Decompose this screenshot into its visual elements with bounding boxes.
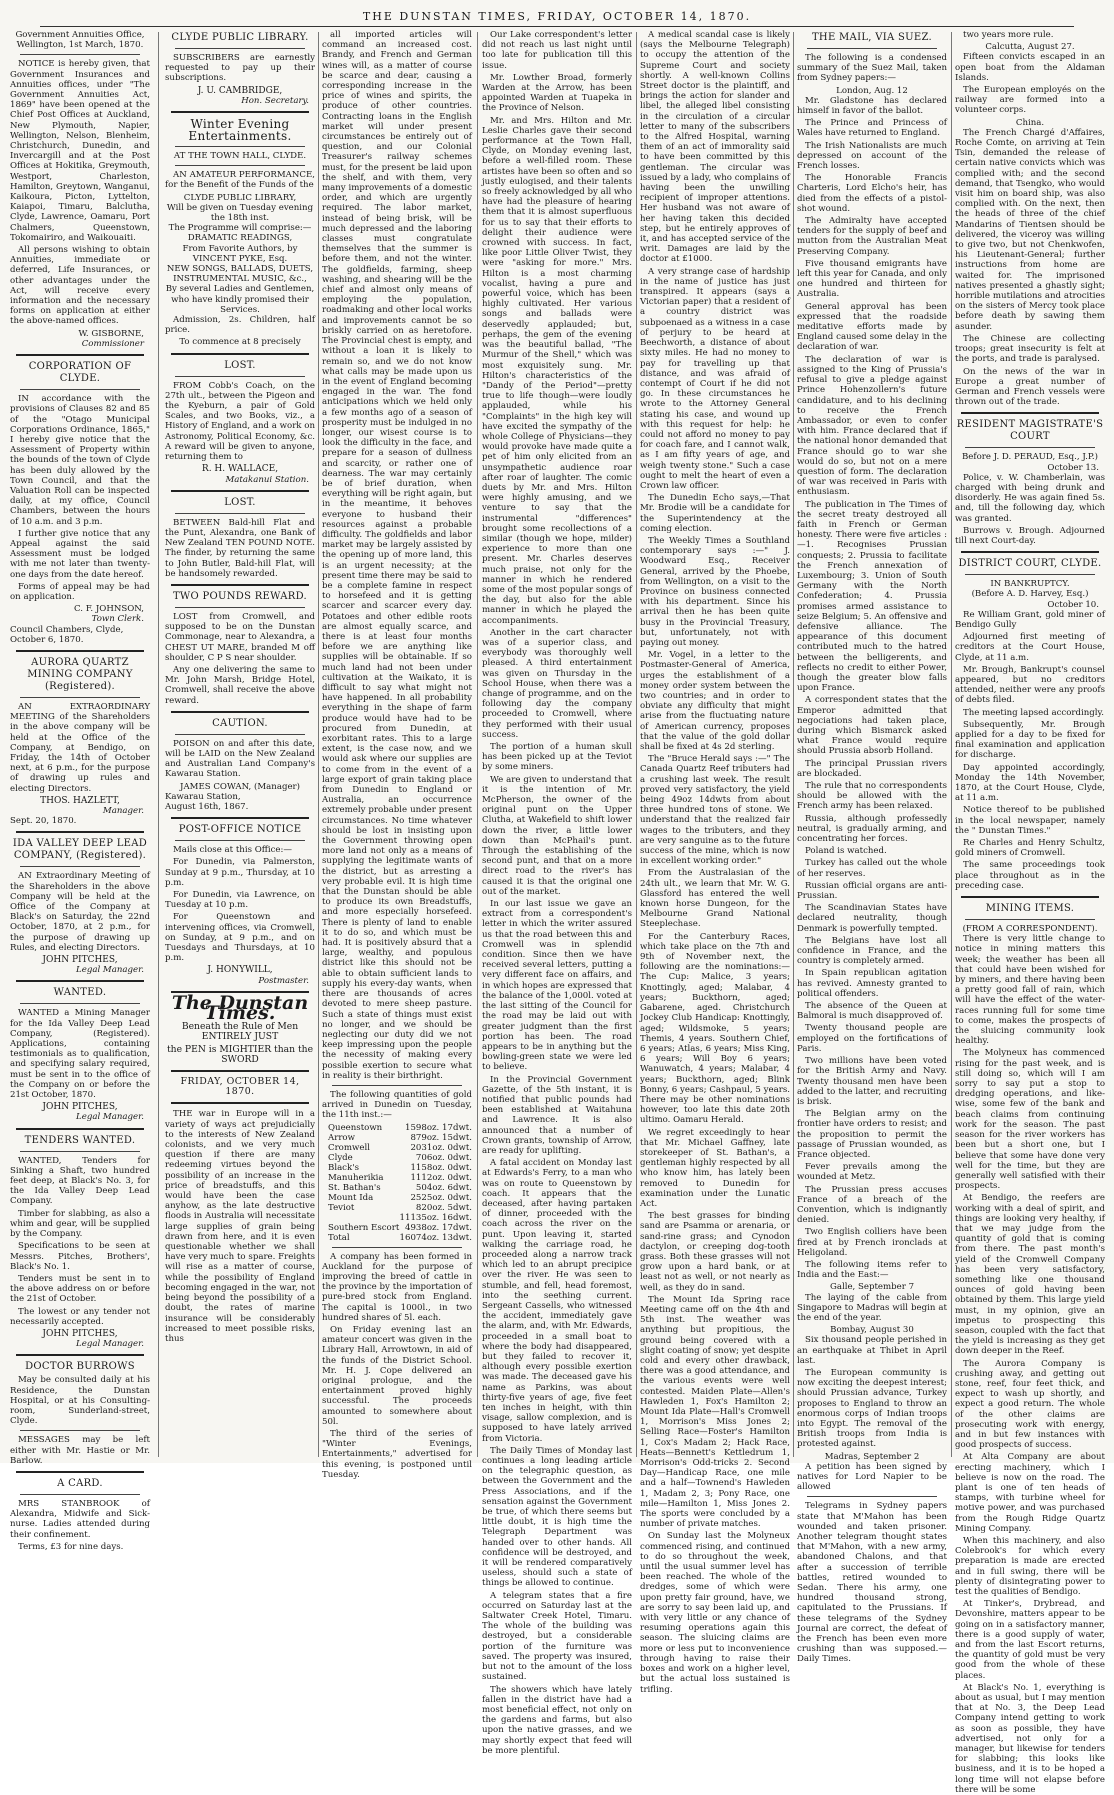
caution-notice [165, 718, 315, 812]
news-item: Telegrams in Sydney papers state that M'Mahon has been wounded and taken prisoner. Another telegram thought states that M'Mahon, with a new army, abandoned Chalons, and that after a succession of terrible battles, retired wounded to Sedan. There his army, one hundred thousand strong, capitulated to the Prussians. If these telegrams of the Sydney Journal are correct, the defeat of the French has been even more crushing than was supposed.—Daily Times. [797, 1501, 947, 1665]
court-before: Before J. D. PERAUD, Esq., J.P.) [961, 452, 1098, 463]
notice-body: AN EXTRAORDINARY MEETING of the Shareholders in the above company will be held at the Office of the Company, at Bendigo, on Friday, the 14th of October next, at 6 p.m., for the purpose of drawing up rules and electing Directors. [10, 701, 150, 794]
notice-body: AN AMATEUR PERFORMANCE, for the Benefit of the Funds of the [165, 170, 315, 191]
court-date: October 13. [1047, 462, 1099, 473]
gold-escort-label: Southern Escort [328, 1222, 400, 1233]
divider [20, 1430, 140, 1431]
divider [175, 376, 305, 377]
signature-title: Manager. [102, 806, 144, 816]
news-item: At Bendigo, the reefers are working with a deal of spirit, and things are looking very healthy, if that we may judge from the quantity of gold that is coming from there. The past month's yield of the Cromwell Company has been very satisfactory, something like one thousand ounces of gold having been obtained by them. This large yield must, in my opinion, give an impetus to prospecting this season, coupled with the fact that the yield is increasing as they get down deeper in the Reef. [955, 1193, 1105, 1357]
divider [171, 817, 309, 819]
signature: JOHN PITCHES, [42, 1328, 118, 1339]
signature: THOS. HAZLETT, [40, 795, 120, 806]
news-item: A fatal accident on Monday last at Edwards's Ferry, to a man who was on route to Queenstown by coach. It appears that the deceased, after having partaken of dinner, proceeded with the coach across the river on the punt. Upon leaving it, started walking the carriage road, he proceeded along a narrow track which led to an abrupt precipice over the river. He was seen to stumble, and fell, head foremost, into the seething current. Sergeant Cassells, who witnessed the accident, immediately gave the alarm, and, with Mr. Edwards, proceeded in a small boat to where the body had disappeared, but they failed to recover it, although every possible exertion was made. The deceased gave his name as Parkins, was about thirty-five years of age, five feet ten inches in height, with thin visage, sallow complexion, and is supposed to have lately arrived from Victoria. [482, 1158, 632, 1444]
court-date: October 10. [1047, 599, 1099, 610]
news-item: The Belgian army on the frontier have orders to resist; and the proposition to permit the passage of Prussian wounded, as France objected. [797, 1109, 947, 1160]
gold-row [322, 1183, 472, 1193]
gold-amount: 2031oz. 0dwt. [410, 1142, 472, 1153]
divider [961, 896, 1099, 898]
running-header [40, 4, 1074, 27]
column-divider [318, 32, 319, 1457]
divider [175, 165, 305, 166]
notice-heading: CLYDE PUBLIC LIBRARY. [171, 32, 309, 43]
card-notice [10, 1478, 150, 1552]
notice-place: Council Chambers, Clyde, [10, 624, 124, 635]
news-item: The following items refer to India and the East:— [797, 1259, 947, 1281]
news-item: Twenty thousand people are employed on the fortifications of Paris. [797, 1023, 947, 1054]
divider [171, 490, 309, 492]
gold-place: St. Bathan's [328, 1182, 381, 1193]
dateline: London, Aug. 12 [836, 85, 908, 96]
news-item: Mr. Vogel, in a letter to the Postmaster-General of America, urges the establishment of a money order system between the two countries; and in order to obviate any difficulty that might arise from the fluctuating nature of American currency, proposes that the value of the gold dollar shall be fixed at 4s 2d sterling. [640, 650, 790, 753]
burrows-notice [10, 1361, 150, 1466]
venue: AT THE TOWN HALL, CLYDE. [173, 151, 307, 162]
gold-table [322, 1123, 472, 1243]
running-header-text: THE DUNSTAN TIMES, FRIDAY, OCTOBER 14, 1870. [362, 10, 752, 23]
notice-heading: CAUTION. [212, 717, 268, 729]
notice-date: Sept. 20, 1870. [10, 816, 77, 827]
performance-date: Will be given on Tuesday evening the 18th inst. [166, 202, 314, 224]
gold-place: Queenstown [328, 1122, 383, 1133]
court-before: (Before A. D. Harvey, Esq.) [971, 589, 1089, 600]
divider [16, 1471, 144, 1473]
signature: J. U. CAMBRIDGE, [197, 85, 283, 96]
notice-body: All persons wishing to obtain Annuities, immediate or deferred, Life Insurances, or other advantages under the Act, will receive every information and the necessary forms on application at either the above-named offices. [10, 245, 150, 327]
mail-line: For Dunedin, via Palmerston, Sunday at 9 p.m., Thursday, at 10 p.m. [165, 857, 315, 888]
notice-body: NOTICE is hereby given, that Government Insurances and Annuities offices, under "The Government Annuities Act, 1869" have been opened at the Chief Post Offices at Auckland, New Plymouth, Napier, Wellington, Nelson, Blenheim, Christchurch, Dunedin, and Invercargill and at the Post Offices at Hokitika, Greymouth, Westport, Charleston, Hamilton, Greytown, Wanganui, Kaikoura, Picton, Lyttelton, Kaiapoi, Timaru, Balclutha, Clyde, Lawrence, Oamaru, Port Chalmers, Queenstown, Tokomairiro, and Waikouaiti. [10, 59, 150, 243]
gold-place: Black's [328, 1162, 359, 1173]
mail-line: For Queenstown and intervening offices, via Cromwell, on Sunday, at 9 p.m., and on Tuesdays and Thursdays, at 10 p.m. [165, 912, 315, 964]
dateline: China. [1015, 117, 1045, 128]
gold-row [322, 1153, 472, 1163]
motto-line: the PEN is MIGHTIER than the SWORD [166, 1043, 314, 1065]
gold-amount: 2525oz. 0dwt. [410, 1192, 472, 1203]
signature: C. F. JOHNSON, [74, 604, 144, 615]
notice-heading: CORPORATION OF CLYDE. [28, 361, 132, 385]
mail-line: For Dunedin, via Lawrence, on Tuesday at 10 p.m. [165, 889, 315, 911]
divider [332, 1247, 462, 1248]
divider [965, 919, 1095, 920]
notice-body: WANTED a Mining Manager for the Ida Valley Deep Lead Company, (Registered). Applications, containing testimonials as to qualification, and specifying salary required, must be sent in to the office of the Company on or before the 21st October, 1870. [10, 1008, 150, 1101]
notice-body: AN Extraordinary Meeting of the Shareholders in the above Company will be held at the Office of the Company at Black's on Saturday, the 22nd October, 1870, at 2 p.m., for the purpose of drawing up Rules, and electing Directors. [10, 871, 150, 953]
gold-row [322, 1173, 472, 1183]
news-item: The following is a condensed summary of the Suez Mail, taken from Sydney papers:— [797, 53, 947, 84]
news-item: The laying of the cable from Singapore to Madras will begin at the end of the year. [797, 1292, 947, 1323]
aurora-notice [10, 657, 150, 826]
notice-body: WANTED, Tenders for Sinking a Shaft, two hundred feet deep, at Black's No. 3, for the Ida Valley Deep Lead Company. [10, 1155, 150, 1207]
editorial-text: all imported articles will command an increased cost. Brandy, and French and German wines will, as a matter of course be scarce and dear, causing a corresponding increase in the price of wines and spirits, the produce of other countries. Contracting loans in the English market will under present circumstances be entirely out of question, and our Colonial Treasurer's railway schemes must, for the present be laid upon the shelf, and with them, very many improvements of a domestic order, and which are urgently required. The labor market, instead of being brisk, will be much depressed and the laboring classes must congratulate themselves that the summer is before them, and not the winter. The goldfields, farming, sheep washing, and shearing will be the chief and almost only means of employing the population, roadmaking and other local works and improvements cannot be so briskly carried on as heretofore. The Provincial chest is empty, and without a loan it is likely to remain so, and we do not know what calls may be made upon us in the event of England becoming engaged in the war. The fond anticipations which we held only a few months ago of a season of prosperity must be indulged in no longer, our wisest course is to look the difficulty in the face, and prepare for a season of dullness and scarcity, or rather one of dearness. The war may certainly be of brief duration, when everything will be right again, but in the meantime, it behoves everyone to husband their resources against a probable difficulty. The goldfields and labor market may be largely assisted by the opening up of more land, this is an urgent necessity; at the present time there may be said to be a complete famine in respect to horsefeed and it is getting scarcer and scarcer every day. Potatoes and other edible roots are almost equally scarce, and there is at least four months before we are anything like supplies will be obtainable. If so much land had not been under cultivation at the Waikato, it is difficult to say what might not have happened. In all probability everything in the shape of farm produce would have had to be procured from Dunedin, at exorbitant rates. This to a large extent, is the case now, and we would ask where our supplies are to come from in the event of a large export of grain taking place from Dunedin to England or Australia, an occurrence extremely probable under present circumstances. No time whatever should be lost in insisting upon the Government throwing open more land not only as a means of supplying the legitimate wants of the district, but as arresting a very probable evil. It is high time that the Dunstan should be able to produce its own Breadstuffs, and more especially horsefeed. There is plenty of land to enable it to do so, and which must be had. It is positively absurd that a large, wealthy, and populous district like this should not be able to obtain sufficient lands to supply his every-day wants, when there are thousands of acres devoted to mere sheep pasture. Such a state of things must exist no longer, and we should be neglecting our duty did we not keep impressing upon the people the necessity of making every possible exertion to secure what in reality is their birthright. [322, 30, 472, 1081]
notice-date: August 16th, 1867. [165, 801, 249, 812]
divider [171, 1070, 309, 1072]
divider [807, 1496, 937, 1497]
notice-body: LOST from Cromwell, and supposed to be on the Dunstan Commonage, near to Alexandra, a CHEST UT MARE, branded M off shoulder, C P S near shoulder. [165, 611, 315, 663]
gold-amount: 1158oz. 0dwt. [410, 1162, 472, 1173]
news-item: The Prince and Princess of Wales have returned to England. [797, 118, 947, 139]
news-item: The third of the series of "Winter Evenings, Entertainments," advertised for this evening, is postponed until Tuesday. [322, 1428, 472, 1480]
news-item: Five thousand emigrants have left this year for Canada, and only one hundred and thirteen for Australia. [797, 258, 947, 300]
signature-title: Legal Manager. [76, 1339, 144, 1350]
column-5 [640, 30, 790, 1695]
news-item: There is very little change to notice in mining matters this week; the weather has been all that could have been wished for by miners, and there having been a pretty good fall of rain, which will have the effect of the water-races running full for some time to come, makes the prospects of the sluicing community look healthy. [955, 934, 1105, 1047]
news-item: Russia, although professedly neutral, is gradually arming, and concentrating her forces. [797, 813, 947, 845]
signature: W. GISBORNE, [78, 328, 144, 339]
notice-heading: A CARD. [57, 1477, 103, 1489]
notice-heading: TWO POUNDS REWARD. [172, 590, 308, 602]
divider [171, 353, 309, 355]
column-1 [10, 30, 150, 1552]
notice-body: Any one delivering the same to Mr. John Marsh, Bridge Hotel, Cromwell, shall receive the above reward. [165, 664, 315, 706]
news-item: In our last issue we gave an extract from a correspondent's letter in which the writer assured us that the road between this and Cromwell was in splendid condition. Since then we have received several letters, putting a very different face on affairs, and in which hopes are expressed that the balance of the 1,000l. voted at the last sitting of the Council for the road may be laid out with greater judgment than the first portion has been. The road appears to be in anything but the bowling-green state we were led to believe. [482, 899, 632, 1073]
signature-title: Commissioner [81, 338, 144, 349]
court-item: Adjourned first meeting of creditors at the Court House, Clyde, at 11 a.m. [955, 632, 1105, 663]
column-2 [165, 30, 315, 1458]
section-heading: MINING ITEMS. [985, 903, 1075, 915]
news-item: At Alta Company are about erecting machinery, which I believe is now on the road. The plant is one of ten heads of stamps, with turbine wheel for motive power, and was purchased from the Rough Ridge Quartz Mining Company. [955, 1452, 1105, 1534]
notice-date: Wellington, 1st March, 1870. [16, 40, 144, 51]
news-item: On the news of the war in Europe a great number of German and French vessels were thrown out of the trade. [955, 366, 1105, 408]
column-6 [797, 30, 947, 1665]
news-item: The Prussian press accuses France of a breach of the Convention, which is indignantly denied. [797, 1184, 947, 1226]
signature-title: Town Clerk. [91, 614, 144, 625]
dateline: Calcutta, August 27. [985, 42, 1075, 53]
programme-item: NEW SONGS, BALLADS, DUETS, INSTRUMENTAL MUSIC, &c., [166, 264, 314, 285]
notice-body: Timber for slabbing, as also a whim and gear, will be supplied by the Company. [10, 1208, 150, 1240]
news-item: The European community is now exciting the deepest interest; should Prussian advance, Turkey proposes to England to throw an enormous corps of Indian troops into Egypt. The removal of the British troops from India is protested against. [797, 1367, 947, 1450]
notice-heading: POST-OFFICE NOTICE [178, 824, 302, 836]
notice-body: FROM Cobb's Coach, on the 27th ult., between the Pigeon and the Kyeburn, a pair of Gold Scales, and two Books, viz., a History of England, and a work on Astronomy, Political Economy, &c. A reward will be given to anyone, returning them to [165, 380, 315, 463]
divider [171, 1102, 309, 1104]
notice-body: IN accordance with the provisions of Clauses 82 and 85 of the "Otago Municipal Corporations Ordinance, 1865," I hereby give notice that the Assessment of Property within the bounds of the town of Clyde has been duly allowed by the Town Council, and that the Valuation Roll can be inspected daily, at my office, Council Chambers, between the hours of 10 a.m. and 3 p.m. [10, 394, 150, 527]
notice-body: POISON on and after this date, will be LAID on the New Zealand and Australian Land Company's Kawarau Station. [165, 738, 315, 780]
notice-body: May be consulted daily at his Residence, the Dunstan Hospital, or at his Consulting-room, Sunderland-street, Clyde. [10, 1375, 150, 1427]
dateline: Galle, September 7 [829, 1282, 915, 1293]
notice-body: SUBSCRIBERS are earnestly requested to pay up their subscriptions. [165, 53, 315, 84]
gold-amount: 879oz. 15dwt. [410, 1132, 472, 1143]
news-item: Fever prevails among the wounded at Metz. [797, 1162, 947, 1183]
gold-place: Arrow [328, 1132, 355, 1143]
gold-subtotal-row [322, 1213, 472, 1223]
signature: R. H. WALLACE, [201, 464, 279, 475]
start-time: To commence at 8 precisely [179, 337, 301, 348]
gold-place: Clyde [328, 1152, 353, 1163]
gold-place: Cromwell [328, 1142, 370, 1153]
programme-label: The Programme will comprise:— [168, 223, 312, 234]
news-item: General approval has been expressed that the roadside meditative efforts made by England caused some delay in the declaration of war. [797, 301, 947, 353]
reward-notice [165, 591, 315, 706]
gold-intro: The following quantities of gold arrived in Dunedin on Tuesday, the 11th inst.:— [322, 1089, 472, 1121]
signature-title: Postmaster. [258, 975, 309, 986]
library-notice [165, 32, 315, 106]
divider [175, 607, 305, 608]
entertainments-notice [165, 118, 315, 348]
news-item: The Weekly Times a Southland contemporary says :—" J. Woodward Esq., Receiver General, arrived by the Phoebe, from Wellington, on a visit to the Province on business connected with his department. Since his arrival then he has been quite busy in the Provincial Treasury, but, unfortunately, not with paying out money. [640, 535, 790, 648]
paper-nameplate: The Dunstan Times. [171, 991, 309, 1025]
court-item: Burrows v. Brough. Adjourned till next Court-day. [955, 525, 1105, 546]
court-item: The same proceedings took place throughout as in the preceding case. [955, 860, 1105, 891]
gold-place: Manuherikia [328, 1172, 384, 1183]
news-item: Our Lake correspondent's letter did not reach us last night until too late for publication till this issue. [482, 30, 632, 71]
news-item: Another in the cart character was of a superior class, and everybody was thoroughly well pleased. A third entertainment was given on Thursday in the School House, when there was a change of programme, and on the following day the company proceeded to Cromwell, where they performed with their usual success. [482, 627, 632, 740]
news-item: At Tinker's, Drybread, and Devonshire, matters appear to be going on in a satisfactory manner, there is a good supply of water, and from the last Escort returns, the quantity of gold must be very good from the whole of these places. [955, 1599, 1105, 1681]
gold-amount: 1598oz. 17dwt. [404, 1122, 472, 1133]
gold-escort-value: 4938oz. 17dwt. [404, 1222, 472, 1233]
programme-item: DRAMATIC READINGS, [187, 233, 293, 244]
dateline: Madras, September 2 [824, 1451, 920, 1462]
news-item: For the Canterbury Races, which take place on the 7th and 9th of November next, the following are the nominations:—The Cup: Malice, 3 years; Knottingly, aged; Malabar, 4 years; Buckthorn, aged; Gabarene, aged. Christchurch Jockey Club Handicap: Knottingly, aged; Wildsmoke, 5 years; Themis, 4 years. Southern Chief, 6 years; Atlas, 6 years; Miss King, 6 years; Will Boy 6 years; Wanuwatch, 4 years; Malabar, 4 years; Buckthorn, aged; Blink Bonny, 6 years; Cashpaul, 5 years. There may be other nominations however, too late this date 20th ultimo. Oamaru Herald. [640, 931, 790, 1126]
gold-row [322, 1133, 472, 1143]
gold-row [322, 1193, 472, 1203]
signature-title: Legal Manager. [76, 965, 144, 976]
news-item: The Molyneux has commenced rising for the past week, and is still doing so, which will I am sorry to say put a stop to dredging operations, and like-wise, some few of the bank and beach claims from continuing work for the season. The past season for the river workers has been but a short one, but I believe that some have done very well for the time, but they are generally well satisfied with their prospects. [955, 1048, 1105, 1192]
court-item: Notice thereof to be published in the local newspaper, namely the " Dunstan Times." [955, 805, 1105, 836]
signature-title: Legal Manager. [76, 1112, 144, 1123]
divider [175, 48, 305, 49]
section-heading: RESIDENT MAGISTRATE'S COURT [956, 419, 1104, 443]
divider [965, 447, 1095, 448]
news-item: Poland is watched. [805, 846, 887, 857]
divider [20, 1003, 140, 1004]
section-heading: THE MAIL, VIA SUEZ. [811, 32, 933, 43]
news-item: We are given to understand that it is the intention of Mr. McPherson, the owner of the original punt on the Upper Clutha, at Wakefield to shift lower down the river, a little lower down than McPhail's punt. Through the establishing of the second punt, and that on a more direct road to the river's has caused it is that the original one out of the market. [482, 774, 632, 897]
divider [20, 54, 140, 55]
news-item: The Admiralty have accepted tenders for the supply of beef and mutton from the Australian Meat Preserving Company. [797, 216, 947, 257]
court-item: Police, v. W. Chamberlain, was charged with being drunk and disorderly. He was again fined 5s. and, till the following day, which was granted. [955, 472, 1105, 524]
divider [16, 1354, 144, 1356]
admission: Admission, 2s. Children, half price. [165, 315, 315, 336]
signature: JAMES COWAN, (Manager) [180, 781, 300, 792]
divider [965, 574, 1095, 575]
news-item: The "Bruce Herald says :—" The Canada Quartz Reef tributers had a crushing last week. The result proved very satisfactory, the yield being 49oz 14dwts from about three hundred tons of stone. We understand that the realized fair wages to the tributers, and they are very sanguine as to the future success of the mine, which is now in excellent working order." [640, 754, 790, 867]
notice-heading: LOST. [224, 359, 256, 371]
news-item: The Chinese are collecting troops; great insecurity is felt at the ports, and trade is paralysed. [955, 333, 1105, 365]
wanted-notice [10, 987, 150, 1122]
tenders-notice [10, 1135, 150, 1350]
gold-row [322, 1123, 472, 1133]
column-3 [322, 30, 472, 1480]
news-item: The declaration of war is assigned to the King of Prussia's refusal to give a pledge against Prince Hohenzollern's future candidature, and to his declining to receive the French Ambassador, or even to confer with him. France declared that if the national honor demanded that France should go to war she would do so, but not on a mere question of form. The declaration of war was received in Paris with enthusiasm. [797, 354, 947, 498]
notice-body: Tenders must be sent in to the above address on or before the 21st of October. [10, 1273, 150, 1305]
gold-amount: 706oz. 0dwt. [415, 1152, 472, 1163]
notice-body: BETWEEN Bald-hill Flat and the Punt, Alexandra, one Bank of New Zealand TEN POUND NOTE. The finder, by returning the same to John Butler, Bald-hill Flat, will be handsomely rewarded. [165, 517, 315, 579]
annuities-notice [10, 30, 150, 349]
news-item: The best grasses for binding sand are Psamma or arenaria, or sand-rine grass; and Cynodon dactylon, or creeping dog-tooth grass. Both these grasses will not grow upon a hard bank, or at least not as well, or not nearly as well, as they do in sand. [640, 1211, 790, 1293]
gold-escort-row [322, 1223, 472, 1233]
beneficiary: CLYDE PUBLIC LIBRARY, [183, 192, 297, 203]
notice-heading: Government Annuities Office, [15, 30, 145, 40]
sub-heading: (FROM A CORRESPONDENT). [962, 924, 1098, 935]
news-item: The Aurora Company is crushing away, and getting out stone, reef, four feet thick, and expect to wash up shortly, and expect a good return. The whole of the other claims are prosecuting work with energy, and in but few instances with good prospects of success. [955, 1358, 1105, 1451]
lost-note-notice [165, 497, 315, 579]
programme-item: VINCENT PYKE, Esq. [192, 253, 288, 264]
column-divider [158, 32, 159, 1457]
divider [16, 1128, 144, 1130]
news-item: Mr. Lowther Broad, formerly Warden at the Arrow, has been appointed Warden at Tuapeka in the Province of Nelson. [482, 72, 632, 114]
divider [171, 711, 309, 713]
notice-date: October 6, 1870. [10, 634, 84, 645]
news-item: In Spain republican agitation has revived. Amnesty granted to political offenders. [797, 968, 947, 999]
news-item: A petition has been signed by natives for Lord Napier to be allowed [797, 1461, 947, 1493]
news-item: The Honorable Francis Charteris, Lord Elcho's heir, has died from the effects of a pistol-shot wound. [797, 173, 947, 214]
divider [20, 389, 140, 390]
news-item: A telegram states that a fire occurred on Saturday last at the Saltwater Creek Hotel, Timaru. The whole of the building was destroyed, but a considerable portion of the furniture was saved. The property was insured, but not to the amount of the loss sustained. [482, 1590, 632, 1683]
news-item: The Mount Ida Spring race Meeting came off on the 4th and 5th inst. The weather was anything but propitious, the ground being covered with a slight coating of snow; yet despite cold and every other drawback, there was a good attendance, and the various events were well contested. Maiden Plate—Allen's Hawleden 1, Fox's Hamilton 2; Mount Ida Plate—Hall's Cromwell 1, Morrison's Miss Jones 2; Selling Race—Foster's Hamilton 1, Cox's Madam 2; Hack Race, Heats—Bennett's Kettledrum 1, Morrison's Odd-tricks 2. Second Day—Handicap Race, one mile and a half—Townend's Hawleden 1, Madam 2, 3; Pony Race, one mile—Hamilton 1, Miss Jones 2. The sports were concluded by a number of private matches. [640, 1294, 790, 1530]
news-item: Fifteen convicts escaped in an open boat from the Aldaman Islands. [955, 52, 1105, 83]
sub-heading: IN BANKRUPTCY. [990, 579, 1070, 590]
news-item: On Sunday last the Molyneux commenced rising, and continued to do so throughout the week, until the usual summer level has been reached. The whole of the dredges, some of which were upon pretty fair ground, have, we are sorry to say been laid up, and with very little or any chance of resuming operations again this season. The sluicing claims are more or less put to inconvenience through having to raise their boxes and work on a higher level, but the actual loss sustained is trifling. [640, 1531, 790, 1695]
notice-heading: DOCTOR BURROWS [25, 1361, 135, 1373]
divider [175, 513, 305, 514]
signature: J. HONYWILL, [207, 965, 273, 976]
ida-valley-notice [10, 838, 150, 975]
editorial-text: THE war in Europe will in a variety of ways act prejudicially to the interests of New Zealand colonists, and we very much question if there are many redeeming virtues beyond the possibility of an increase in the price of breadstuffs, and this would have been the case anyhow, as the late destructive floods in Australia will necessitate large supplies of grain being drawn from here, and it is even questionable whether we shall have very much to spare. Freights will rise as a matter of course, while the possibility of England becoming engaged in the war, not being beyond the possibility of a doubt, the rates of marine insurance will be considerably increased to meet possible risks, thus [165, 1109, 315, 1344]
gold-total-row [322, 1233, 472, 1243]
mail-line: Mails close at this Office:— [173, 845, 292, 856]
signature: JOHN PITCHES, [42, 955, 118, 966]
notice-heading: IDA VALLEY DEEP LEAD COMPANY, (Registered). [12, 838, 148, 862]
news-item: The showers which have lately fallen in the district have had a most beneficial effect, not only on the gardens and farms, but also upon the native grasses, and we may shortly expect that feed will be more plentiful. [482, 1684, 632, 1756]
divider [171, 584, 309, 586]
divider [175, 146, 305, 147]
news-item: Two millions have been voted for the British Army and Navy. Twenty thousand men have been added to the latter, and recruiting is brisk. [797, 1056, 947, 1107]
news-item: The Scandinavian States have declared neutrality, though Denmark is powerfully tempted. [797, 903, 947, 934]
notice-body: Specifications to be seen at Messrs. Pitches, Brothers', Black's No. 1. [10, 1241, 150, 1272]
news-item: On Friday evening last an amateur concert was given in the Library Hall, Arrowtown, in aid of the funds of the District School. Mr. H. J. Cope delivered an original prologue, and the entertainment proved highly successful. The proceeds amounted to somewhere about 50l. [322, 1324, 472, 1427]
notice-body: Forms of appeal may be had on application. [10, 581, 150, 602]
news-item: Six thousand people perished in an earthquake at Thibet in April last. [797, 1335, 947, 1366]
programme-item: From Favorite Authors, by [182, 243, 298, 254]
news-item: In the Provincial Government Gazette, of the 5th instant, it is notified that public pounds had been established at Waitahuna and Lawrence. It is also announced that a number of Crown grants, township of Arrow, are ready for uplifting. [482, 1074, 632, 1156]
news-item: two years more rule. [963, 30, 1054, 40]
news-item: The Belgians have lost all confidence in France, and the country is completely armed. [797, 935, 947, 967]
news-item: The Irish Nationalists are much depressed on account of the French losses. [797, 140, 947, 172]
divider [961, 412, 1099, 414]
divider [961, 551, 1099, 553]
gold-amount: 1112oz. 0dwt. [410, 1172, 472, 1183]
news-item: At Black's No. 1, everything is about as usual, but I may mention that at No. 3, the Deep Lead Company intend getting to work as soon as possible, they have advertised, not only for a manager, but likewise for tenders for slabbing; this looks like business, and it is to be hoped a long time will not elapse before there will be some [955, 1682, 1105, 1795]
gold-amount: 820oz. 5dwt. [415, 1202, 472, 1213]
court-item: Re William Grant, gold miner of Bendigo Gully [955, 609, 1105, 630]
court-item: Mr. Brough, Bankrupt's counsel appeared, but no creditors attended, neither were any proofs of debts filed. [955, 664, 1105, 706]
notice-heading: WANTED. [53, 987, 107, 999]
news-item: The Daily Times of Monday last continues a long leading article on the telegraphic question, as between the Government and the Press Associations, and if the sensation against the Government be true, of which there seems but little doubt, it is high time the Telegraph Department was handed over to other hands. All confidence will be destroyed, and it will be rendered comparatively useless, should such a state of things be allowed to continue. [482, 1445, 632, 1589]
court-item: The meeting lapsed accordingly. [963, 707, 1104, 718]
programme-item: By several Ladies and Gentlemen, who have kindly promised their Services. [165, 284, 315, 315]
news-item: The portion of a human skull has been picked up at the Teviot by some miners. [482, 742, 632, 773]
column-divider [636, 32, 637, 1457]
news-item: A correspondent states that the Emperor admitted that negociations had taken place, during which Bismarck asked what France would require should Prussia absorb Holland. [797, 695, 947, 757]
post-office-notice [165, 824, 315, 986]
notice-body: Terms, £3 for nine days. [18, 1541, 124, 1552]
gold-row [322, 1203, 472, 1213]
signature-title: Hon. Secretary. [241, 95, 309, 106]
news-item: The rule that no correspondents should be allowed with the French army has been relaxed. [797, 781, 947, 812]
gold-amount: 504oz. 6dwt. [415, 1182, 472, 1193]
divider [175, 734, 305, 735]
court-item: Subsequently, Mr. Brough applied for a day to be fixed for final examination and application for discharge. [955, 719, 1105, 761]
divider [20, 866, 140, 867]
corporation-notice [10, 361, 150, 645]
news-item: Mr. Gladstone has declared himself in favor of the ballot. [797, 95, 947, 117]
notice-body: I further give notice that any Appeal against the said Assessment must be lodged with me not later than twenty-one days from the date hereof. [10, 528, 150, 580]
divider [20, 1151, 140, 1152]
divider [16, 354, 144, 356]
column-4 [482, 30, 632, 1756]
gold-total-label: Total [328, 1232, 350, 1243]
divider [20, 1494, 140, 1495]
news-item: The Dunedin Echo says,—That Mr. Brodie will be a candidate for the Superintendency at the coming election. [640, 493, 790, 534]
section-heading: DISTRICT COURT, CLYDE. [958, 558, 1102, 570]
divider [16, 650, 144, 652]
news-item: Mr. and Mrs. Hilton and Mr. Leslie Charles gave their second performance at the Town Hall, Clyde, on Monday evening last, before a well-filled room. These artistes have been so often and so justly eulogised, and their talents so freely acknowledged by all who have had the pleasure of hearing them that it is almost superfluous for us to say that their efforts to delight their audience were crowned with success. In fact, like poor Little Oliver Twist, they were "asking for more." Mrs. Hilton is a most charming vocalist, having a pure and powerful voice, which has been highly cultivated. Her various songs and ballads were deservedly applauded; but, perhaps, the gem of the evening was the beautiful ballad, "The Murmur of the Shell," which was most exquisitely sung. Mr. Hilton's characteristics of the "Dandy of the Period"—pretty true to life though—were loudly applauded, while his "Complaints" in the high key will have excited the sympathy of the whole College of Physicians—they would provoke have made quite a pet of him only elicited from an unsympathetic audience roar after roar of laughter. The comic duets by Mr. and Mrs. Hilton were highly amusing, and we venture to say that the instrumental "differences" brought some recollections of a similar (though we hope, milder) experience to more than one present. Mr. Charles deserves much praise, not only for the manner in which he rendered some of the most popular songs of the day, but also for the able manner in which he played the accompaniments. [482, 115, 632, 626]
notice-heading: LOST. [224, 496, 256, 508]
gold-subtotal: 11135oz. 16dwt. [399, 1212, 472, 1223]
notice-body: The lowest or any tender not necessarily accepted. [10, 1306, 150, 1327]
divider [20, 697, 140, 698]
divider [16, 980, 144, 982]
signature: JOHN PITCHES, [42, 1102, 118, 1113]
notice-heading: AURORA QUARTZ MINING COMPANY (Registered). [27, 656, 133, 692]
notice-body: MRS STANBROOK of Alexandra, Midwife and Sick-nurse. Ladies attended during their confinement. [10, 1498, 150, 1540]
news-item: When this machinery, and also Colebrook's for which every preparation is made are erected and in full swing, there will be plenty of disintegrating power to test the qualities of Bendigo. [955, 1536, 1105, 1598]
issue-dateline: FRIDAY, OCTOBER 14, 1870. [180, 1076, 300, 1098]
column-divider [793, 32, 794, 1457]
lost-notice [165, 360, 315, 485]
news-item: We regret exceedingly to hear that Mr. Michael Gaffney, late storekeeper of St. Bathan's, a gentleman highly respected by all who know him, has lately been removed to Dunedin for examination under the Lunatic Act. [640, 1127, 790, 1209]
court-item: Re Charles and Henry Schultz, gold miners of Cromwell. [955, 838, 1105, 859]
gold-row [322, 1163, 472, 1173]
notice-place: Kawarau Station, [165, 791, 241, 802]
news-item: The European employés on the railway are formed into a volunteer corps. [955, 85, 1105, 116]
divider [16, 831, 144, 833]
news-item: The principal Prussian rivers are blockaded. [797, 758, 947, 779]
news-item: Russian official organs are anti-Prussian. [797, 880, 947, 902]
news-item: From the Australasian of the 24th ult., we learn that Mr. W. G. Glassford has entered the well known horse Dungeon, for the Melbourne Grand National Steeplechase. [640, 868, 790, 930]
dateline: Bombay, August 30 [830, 1325, 914, 1336]
gold-row [322, 1143, 472, 1153]
divider [332, 1085, 462, 1086]
news-item: The absence of the Queen at Balmoral is much disapproved of. [797, 1001, 947, 1022]
divider [175, 840, 305, 841]
column-divider [951, 32, 952, 1457]
court-item: Day appointed accordingly, Monday the 14th November, 1870, at the Court House, Clyde, at 11 a.m. [955, 762, 1105, 804]
news-item: A company has been formed in Auckland for the purpose of improving the breed of cattle in the province by the importation of pure-bred stock from England. The capital is 1000l., in two hundred shares of 5l. each. [322, 1251, 472, 1323]
paper-title-block [165, 991, 315, 1105]
notice-body: MESSAGES may be left either with Mr. Hastie or Mr. Barlow. [10, 1435, 150, 1466]
news-item: Two English colliers have been fired at by French ironclads at Heligoland. [797, 1227, 947, 1258]
notice-heading: TENDERS WANTED. [24, 1134, 136, 1146]
news-item: Turkey has called out the whole of her reserves. [797, 858, 947, 879]
news-item: The publication in The Times of the secret treaty destroyed all faith in French or German honesty. There were five articles :—1. Recognises Prussian conquests; 2. Prussia to facilitate the French annexation of Luxembourg; 3. Union of South Germany with the North Confederation; 4. Prussia promises armed assistance to seize Belgium; 5. An offensive and defensive alliance. The appearance of this document contributed much to the hatred between the belligerents, and reflects no credit to either Power, though the greater blow falls upon France. [797, 499, 947, 694]
column-7 [955, 30, 1105, 1795]
news-item: A medical scandal case is likely (says the Melbourne Telegraph) to occupy the attention of the Supreme Court and society shortly. A well-known Collins Street doctor is the plaintiff, and brings the action for slander and libel, the alleged libel consisting in the circulation of a circular letter to many of the subscribers to the Alfred Hospital, warning them of an act of immorality said to have been committed by this gentleman. The circular was issued by a lady, who complains of having been the unwilling recipient of improper attentions. Her husband was not aware of her having taken this decided step, but he entirely approves of it, and has accepted service of the writ. Damages are laid by the doctor at £1000. [640, 30, 790, 265]
signature-title: Matakanui Station. [225, 474, 309, 485]
gold-place: Mount Ida [328, 1192, 374, 1203]
notice-heading: Winter Evening Entertainments. [188, 117, 292, 144]
gold-total-value: 16074oz. 13dwt. [399, 1232, 472, 1243]
news-item: The French Chargé d'Affaires, Roche Comte, on arriving at Tein Tsin, demanded the release of certain native convicts which was complied with; and the second demand, that Tsengko, who would visit him on board ship, was also complied with. On the next, then the heads of three of the chief Mandarins of Tientsen should be delivered, the viceroy was willing to give two, but not Chenkwofen, his Lieutenant-General; further instructions from home are waited for. The imprisoned natives presented a ghastly sight; horrible mutilations and atrocities on the sisters of Mercy took place before death by sawing them asunder. [955, 127, 1105, 332]
gold-place: Teviot [328, 1202, 355, 1213]
divider [807, 48, 937, 49]
column-divider [477, 32, 478, 1457]
news-item: A very strange case of hardship in the name of justice has just transpired. It appears (says a Victorian paper) that a resident of a country district was subpoenaed as a witness in a case of perjury to be heard at Beechworth, a distance of about sixty miles. He had no money to pay for travelling up that distance, and was afraid of contempt of Court if he did not go. In these circumstances he wrote to the Attorney General stating his case, and wound up with this request for help: he could not afford no money to pay for coach fare, and I cannot walk, as I am fifty years of age, and weigh twenty stone." Such a case ought to melt the heart of even a Crown law officer. [640, 266, 790, 491]
motto-line: Beneath the Rule of Men ENTIRELY JUST [181, 1021, 299, 1043]
divider [171, 111, 309, 113]
